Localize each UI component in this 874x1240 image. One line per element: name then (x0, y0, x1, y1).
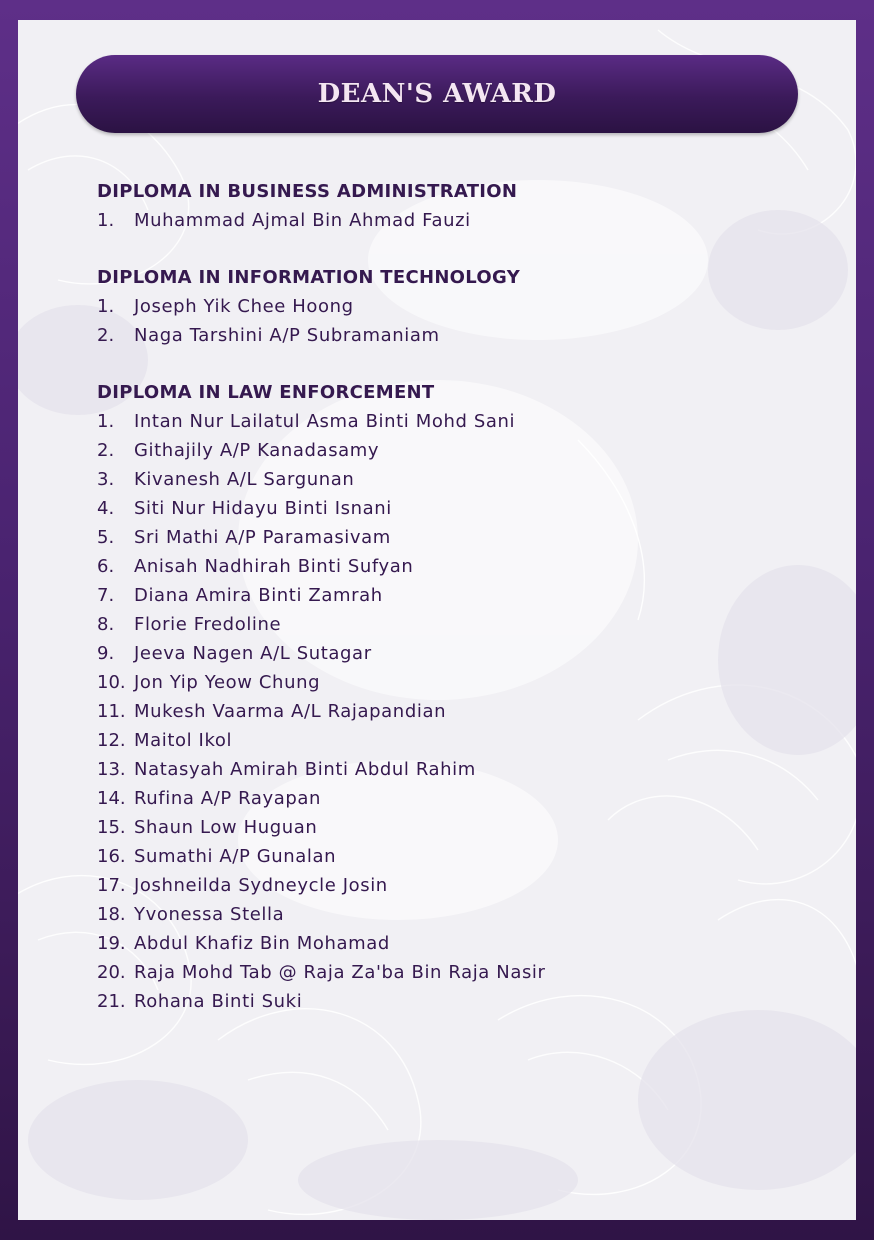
list-item (97, 784, 797, 813)
section-information-technology (97, 264, 797, 350)
item-name: Siti Nur Hidayu Binti Isnani (134, 498, 392, 519)
item-name: Sumathi A/P Gunalan (134, 846, 337, 867)
certificate-page (18, 20, 856, 1220)
item-name: Kivanesh A/L Sargunan (134, 469, 355, 490)
item-number: 7. (97, 585, 115, 606)
list-item (97, 321, 797, 350)
item-number: 1. (97, 296, 115, 317)
item-number: 2. (97, 325, 115, 346)
item-number: 3. (97, 469, 115, 490)
section-title: DIPLOMA IN LAW ENFORCEMENT (97, 382, 435, 403)
item-number: 16. (97, 846, 126, 867)
item-name: Abdul Khafiz Bin Mohamad (134, 933, 390, 954)
item-name: Jeeva Nagen A/L Sutagar (134, 643, 372, 664)
section-law-enforcement (97, 379, 797, 1016)
page-title: DEAN'S AWARD (317, 79, 557, 109)
list-item (97, 610, 797, 639)
item-name: Raja Mohd Tab @ Raja Za'ba Bin Raja Nasir (134, 962, 546, 983)
item-name: Diana Amira Binti Zamrah (134, 585, 383, 606)
list-item (97, 436, 797, 465)
item-number: 17. (97, 875, 126, 896)
item-name: Yvonessa Stella (134, 904, 285, 925)
list-item (97, 668, 797, 697)
item-name: Mukesh Vaarma A/L Rajapandian (134, 701, 447, 722)
item-name: Shaun Low Huguan (134, 817, 318, 838)
item-number: 20. (97, 962, 126, 983)
item-number: 1. (97, 210, 115, 231)
list-item (97, 292, 797, 321)
item-number: 19. (97, 933, 126, 954)
list-item (97, 929, 797, 958)
item-name: Sri Mathi A/P Paramasivam (134, 527, 391, 548)
list-item (97, 465, 797, 494)
list-item (97, 552, 797, 581)
item-number: 6. (97, 556, 115, 577)
list-item (97, 639, 797, 668)
item-name: Jon Yip Yeow Chung (134, 672, 321, 693)
item-number: 1. (97, 411, 115, 432)
item-name: Joshneilda Sydneycle Josin (134, 875, 388, 896)
item-number: 11. (97, 701, 126, 722)
item-name: Rufina A/P Rayapan (134, 788, 322, 809)
list-item (97, 987, 797, 1016)
item-number: 12. (97, 730, 126, 751)
list-item (97, 494, 797, 523)
item-name: Natasyah Amirah Binti Abdul Rahim (134, 759, 476, 780)
list-item (97, 813, 797, 842)
section-title: DIPLOMA IN INFORMATION TECHNOLOGY (97, 267, 521, 288)
item-number: 15. (97, 817, 126, 838)
item-name: Anisah Nadhirah Binti Sufyan (134, 556, 414, 577)
item-name: Naga Tarshini A/P Subramaniam (134, 325, 440, 346)
list-item (97, 523, 797, 552)
list-item (97, 871, 797, 900)
list-item (97, 407, 797, 436)
item-number: 4. (97, 498, 115, 519)
item-number: 14. (97, 788, 126, 809)
section-business-administration (97, 178, 797, 235)
section-title: DIPLOMA IN BUSINESS ADMINISTRATION (97, 181, 518, 202)
item-number: 5. (97, 527, 115, 548)
item-number: 2. (97, 440, 115, 461)
item-name: Muhammad Ajmal Bin Ahmad Fauzi (134, 210, 471, 231)
item-number: 9. (97, 643, 115, 664)
item-name: Rohana Binti Suki (134, 991, 303, 1012)
list-item (97, 842, 797, 871)
list-item (97, 206, 797, 235)
item-name: Githajily A/P Kanadasamy (134, 440, 380, 461)
item-name: Maitol Ikol (134, 730, 233, 751)
list-item (97, 697, 797, 726)
header-banner (76, 55, 798, 133)
list-item (97, 958, 797, 987)
list-item (97, 755, 797, 784)
item-number: 8. (97, 614, 115, 635)
list-item (97, 726, 797, 755)
item-number: 18. (97, 904, 126, 925)
list-item (97, 581, 797, 610)
item-name: Joseph Yik Chee Hoong (134, 296, 354, 317)
item-number: 21. (97, 991, 126, 1012)
item-name: Florie Fredoline (134, 614, 282, 635)
item-number: 10. (97, 672, 126, 693)
item-name: Intan Nur Lailatul Asma Binti Mohd Sani (134, 411, 516, 432)
list-item (97, 900, 797, 929)
item-number: 13. (97, 759, 126, 780)
award-list (97, 178, 797, 1045)
